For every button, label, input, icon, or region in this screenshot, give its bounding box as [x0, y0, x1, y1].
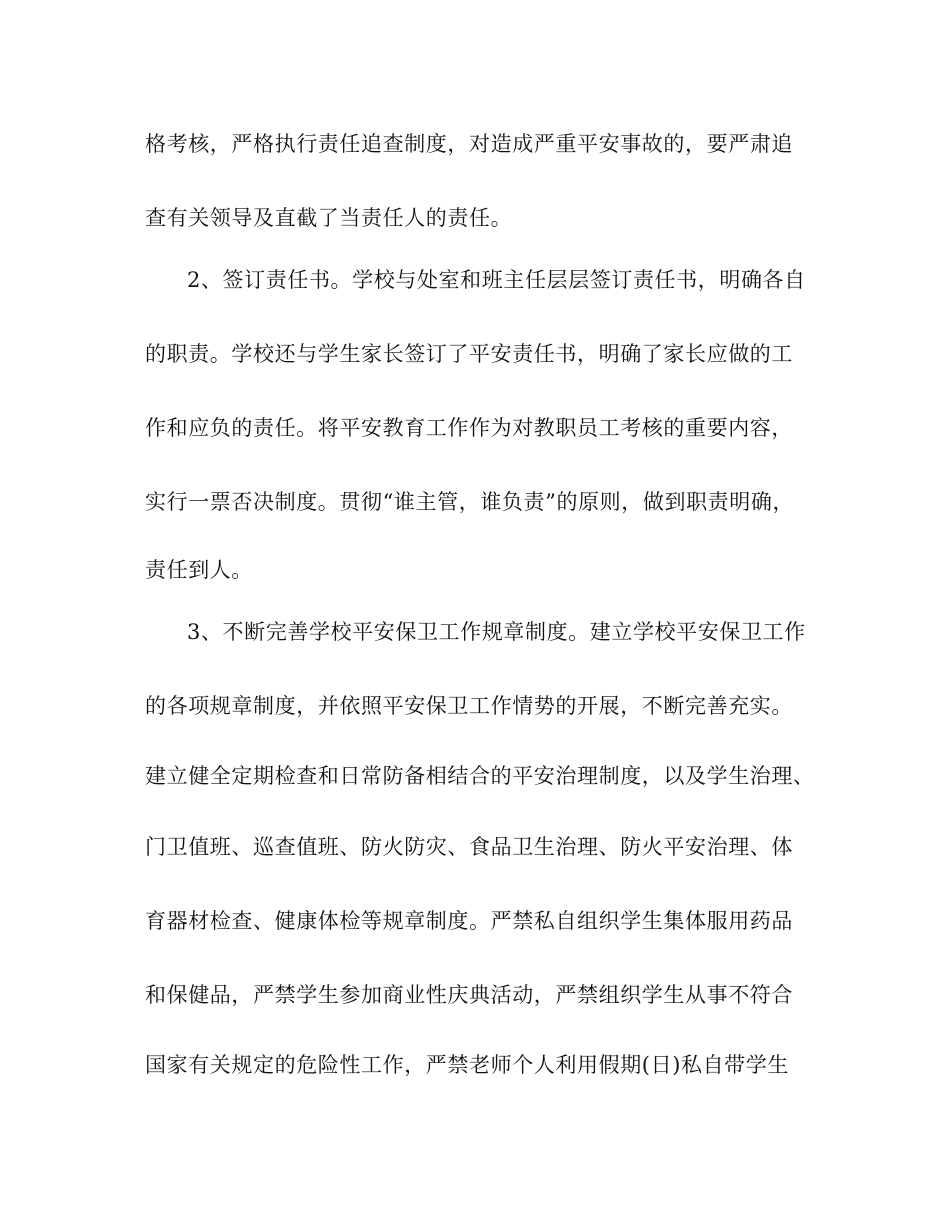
text-line-14: 国家有关规定的危险性工作，严禁老师个人利用假期(日)私自带学生 — [145, 1053, 789, 1077]
text-line-11: 门卫值班、巡查值班、防火防灾、食品卫生治理、防火平安治理、体 — [145, 835, 793, 859]
text-line-3: 2、签订责任书。学校与处室和班主任层层签订责任书，明确各自 — [187, 268, 806, 292]
text-line-9: 的各项规章制度，并依照平安保卫工作情势的开展，不断完善充实。 — [145, 694, 793, 718]
text-line-1: 格考核，严格执行责任追查制度，对造成严重平安事故的，要严肃追 — [145, 132, 793, 156]
text-line-10: 建立健全定期检查和日常防备相结合的平安治理制度，以及学生治理、 — [145, 764, 815, 788]
text-line-4: 的职责。学校还与学生家长签订了平安责任书，明确了家长应做的工 — [145, 342, 793, 366]
text-line-5: 作和应负的责任。将平安教育工作作为对教职员工考核的重要内容， — [145, 416, 793, 440]
text-line-2: 查有关领导及直截了当责任人的责任。 — [145, 206, 513, 230]
text-line-8: 3、不断完善学校平安保卫工作规章制度。建立学校平安保卫工作 — [187, 620, 806, 644]
text-line-13: 和保健品，严禁学生参加商业性庆典活动，严禁组织学生从事不符合 — [145, 983, 793, 1007]
text-line-6: 实行一票否决制度。贯彻“谁主管，谁负责”的原则，做到职责明确， — [145, 490, 795, 514]
text-line-7: 责任到人。 — [145, 558, 253, 582]
text-line-12: 育器材检查、健康体检等规章制度。严禁私自组织学生集体服用药品 — [145, 909, 793, 933]
